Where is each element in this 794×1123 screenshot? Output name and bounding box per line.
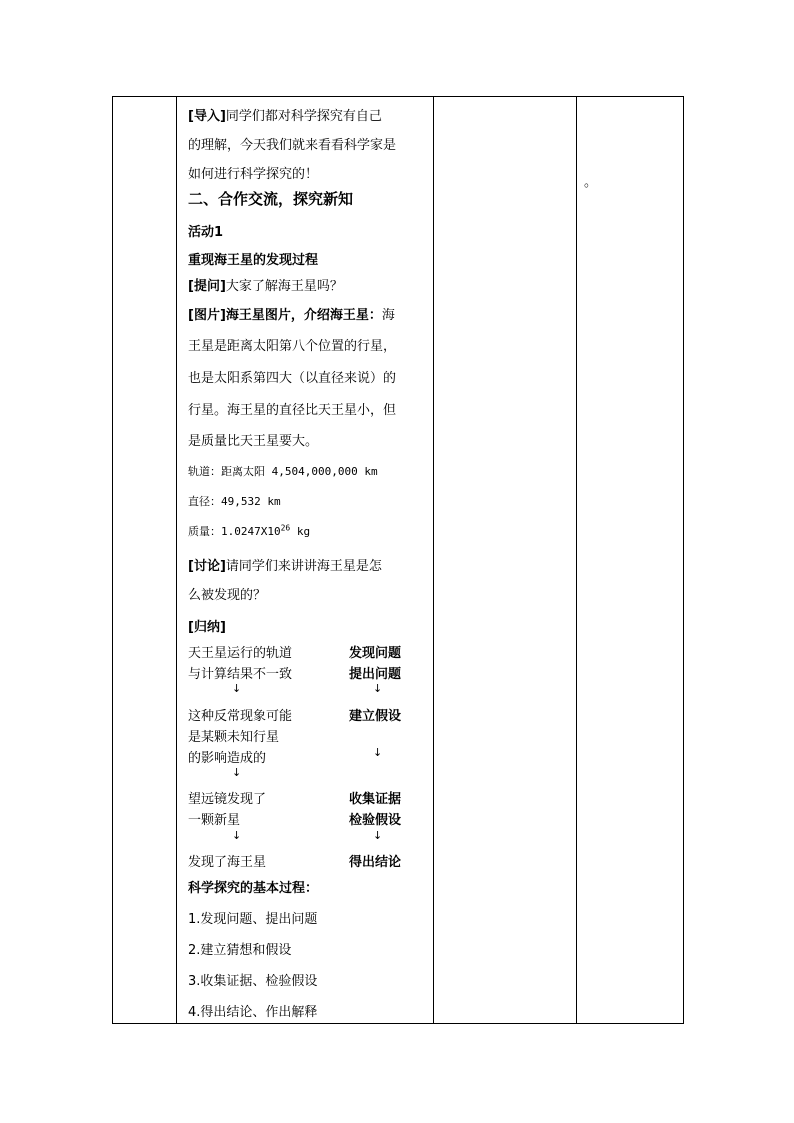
- discussion-tag: [讨论]: [188, 559, 226, 574]
- intro-tag: [导入]: [188, 109, 226, 124]
- diameter-fact: 直径：49,532 km: [188, 495, 281, 508]
- process-title: 科学探究的基本过程：: [188, 881, 319, 896]
- question-line: [188, 275, 343, 294]
- discussion-line-2: 么被发现的？: [188, 588, 267, 603]
- flow-left-4: 发现了海王星: [188, 855, 267, 870]
- flow-right-1b: 提出问题: [349, 667, 402, 682]
- side-note: 。: [584, 175, 598, 190]
- column-divider-3: [576, 97, 577, 1023]
- intro-line-2: 的理解，今天我们就来看看科学家是: [188, 138, 397, 153]
- lesson-table: [112, 96, 684, 1024]
- process-step-2: 2.建立猜想和假设: [188, 943, 292, 958]
- flow-left-2b: 是某颗未知行星: [188, 730, 280, 745]
- discussion-text-1: 请同学们来讲讲海王星是怎: [225, 559, 382, 574]
- flow-right-3a: 收集证据: [349, 792, 402, 807]
- flow-left-3a: 望远镜发现了: [188, 792, 267, 807]
- down-arrow-icon: ↓: [373, 746, 383, 759]
- flow-left-1a: 天王星运行的轨道: [188, 646, 293, 661]
- flow-right-3b: 检验假设: [349, 813, 402, 828]
- flow-right-1a: 发现问题: [349, 646, 402, 661]
- intro-line-1: [188, 105, 382, 124]
- flow-right-2: 建立假设: [349, 709, 402, 724]
- flow-left-3b: 一颗新星: [188, 813, 241, 828]
- mass-fact: [188, 523, 310, 539]
- flow-left-2a: 这种反常现象可能: [188, 709, 293, 724]
- summary-tag: [归纳]: [188, 620, 226, 635]
- discussion-line-1: [188, 555, 382, 574]
- down-arrow-icon: ↓: [232, 682, 242, 695]
- picture-line-3: 也是太阳系第四大（以直径来说）的: [188, 371, 397, 386]
- column-divider-2: [433, 97, 434, 1023]
- activity-title: 重现海王星的发现过程: [188, 253, 319, 268]
- picture-line-5: 是质量比天王星要大。: [188, 434, 319, 449]
- question-text: 大家了解海王星吗？: [225, 279, 343, 294]
- down-arrow-icon: ↓: [232, 829, 242, 842]
- activity-label: 活动1: [188, 225, 224, 240]
- process-step-4: 4.得出结论、作出解释: [188, 1005, 318, 1020]
- mass-prefix: 质量：1.0247X10: [188, 525, 281, 538]
- picture-line-1: [188, 304, 395, 323]
- down-arrow-icon: ↓: [232, 766, 242, 779]
- picture-tag: [图片]海王星图片，介绍海王星：: [188, 308, 382, 323]
- process-step-1: 1.发现问题、提出问题: [188, 912, 318, 927]
- mass-exponent: 26: [280, 523, 291, 533]
- flow-left-2c: 的影响造成的: [188, 751, 267, 766]
- picture-text-1: 海: [381, 308, 395, 323]
- question-tag: [提问]: [188, 279, 226, 294]
- flow-right-4: 得出结论: [349, 855, 402, 870]
- orbit-fact: 轨道：距离太阳 4,504,000,000 km: [188, 465, 378, 478]
- flow-left-1b: 与计算结果不一致: [188, 667, 293, 682]
- process-step-3: 3.收集证据、检验假设: [188, 974, 318, 989]
- mass-unit: kg: [290, 525, 311, 538]
- picture-line-2: 王星是距离太阳第八个位置的行星，: [188, 339, 397, 354]
- picture-line-4: 行星。海王星的直径比天王星小，但: [188, 403, 397, 418]
- down-arrow-icon: ↓: [373, 682, 383, 695]
- section-title: 二、合作交流，探究新知: [188, 190, 354, 208]
- intro-line-3: 如何进行科学探究的！: [188, 167, 319, 182]
- down-arrow-icon: ↓: [373, 829, 383, 842]
- intro-text-1: 同学们都对科学探究有自己: [225, 109, 382, 124]
- column-divider-1: [176, 97, 177, 1023]
